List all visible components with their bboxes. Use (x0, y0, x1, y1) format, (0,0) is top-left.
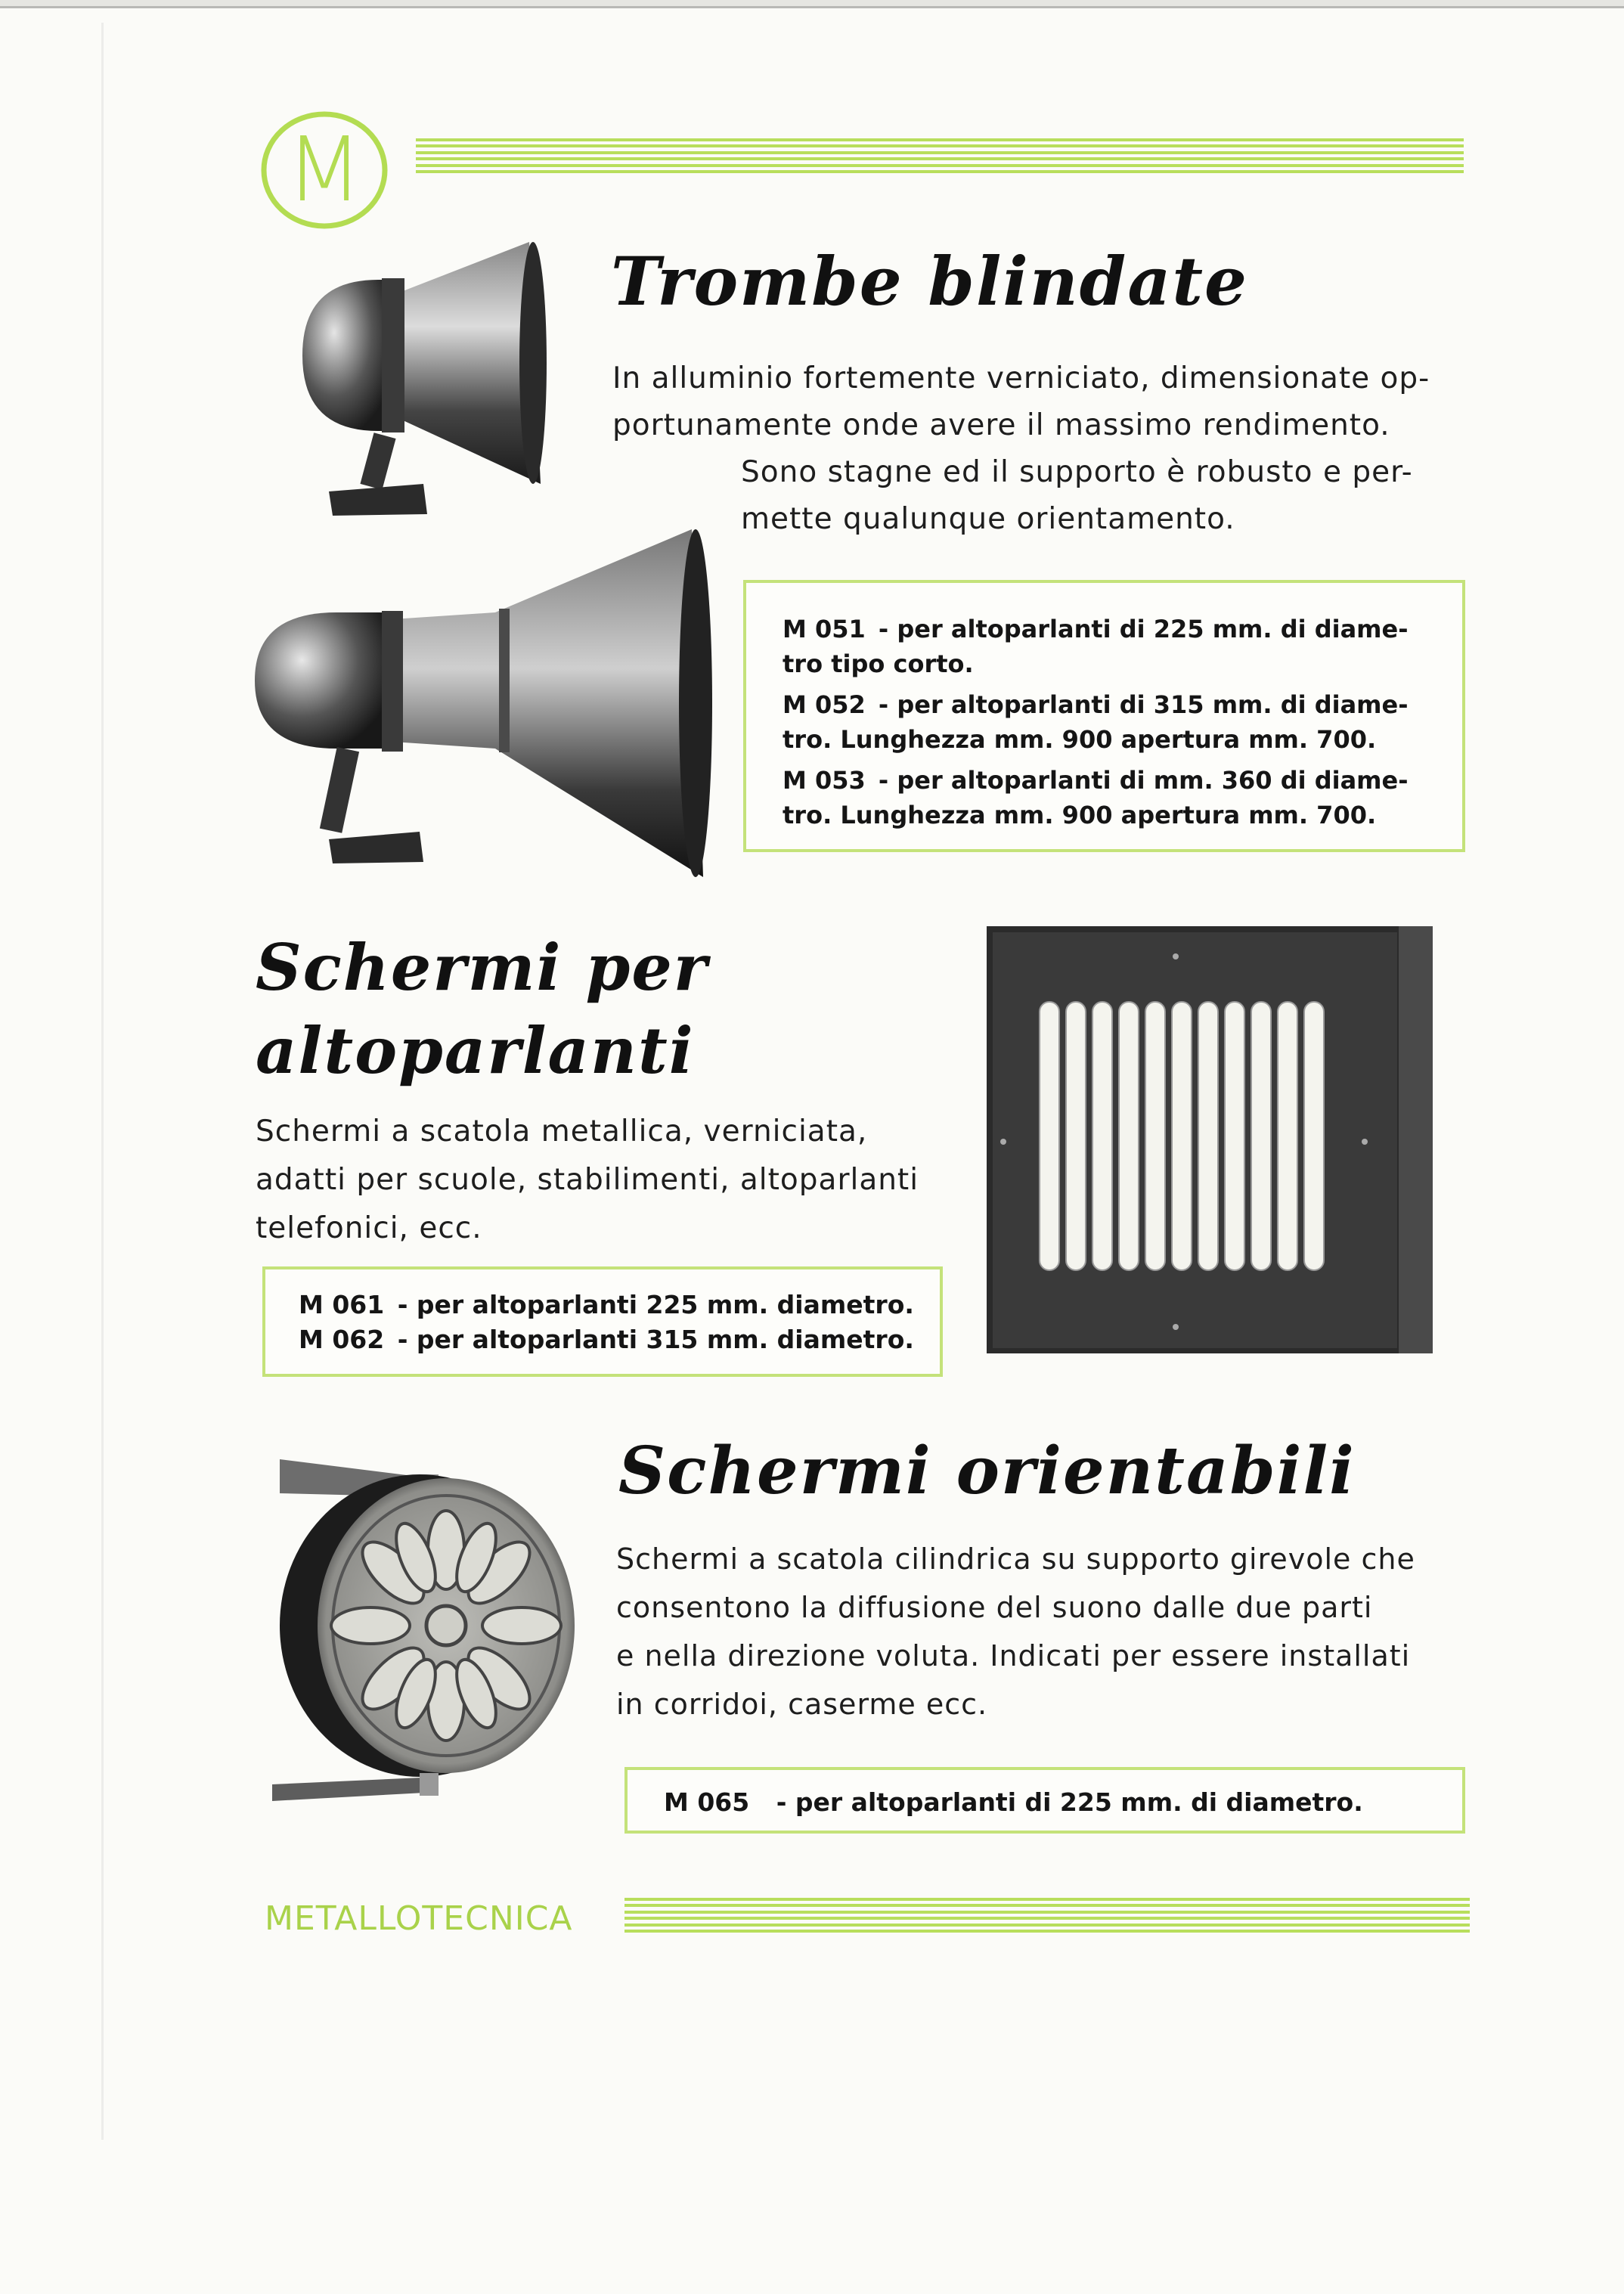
section2-title (256, 926, 708, 1093)
horn-small-image (249, 234, 552, 525)
horn-large-image (246, 522, 714, 888)
section3-title: Schermi orientabili (618, 1433, 1356, 1509)
spec-text-cont: tro. Lunghezza mm. 900 apertura mm. 700. (783, 801, 1377, 829)
spec-line (783, 687, 1462, 722)
section2-body-line: telefonici, ecc. (256, 1211, 482, 1245)
spec-code: M 062 (299, 1325, 385, 1354)
section3-body (616, 1535, 1467, 1728)
header-rule (416, 138, 1464, 173)
spec-code: M 051 (783, 615, 866, 643)
spec-line (783, 763, 1462, 798)
section1-body-line: In alluminio fortemente verniciato, dimensionate op- (612, 361, 1430, 395)
footer-brand: METALLOTECNICA (265, 1899, 573, 1938)
spec-line (299, 1322, 940, 1357)
spec-text-cont: tro tipo corto. (783, 649, 974, 678)
section3-body-line: consentono la diffusione del suono dalle due parti (616, 1591, 1373, 1624)
speaker-box-image (987, 926, 1433, 1356)
round-speaker-image (265, 1452, 597, 1818)
section2-body-line: Schermi a scatola metallica, verniciata, (256, 1114, 868, 1149)
page-top-edge (0, 0, 1624, 8)
spec-code: M 053 (783, 766, 866, 795)
section2-body-line: adatti per scuole, stabilimenti, altoparlanti (256, 1163, 919, 1197)
spec-code: M 061 (299, 1290, 385, 1319)
spec-text-cont: tro. Lunghezza mm. 900 apertura mm. 700. (783, 725, 1377, 754)
logo (260, 110, 389, 231)
section2-spec-box (262, 1266, 943, 1377)
section1-body-line: mette qualunque orientamento. (741, 502, 1235, 536)
spec-line (664, 1785, 1462, 1820)
section3-spec-box (624, 1767, 1465, 1834)
page-left-edge (101, 23, 104, 2140)
spec-text: - per altoparlanti di 225 mm. di diametro. (776, 1787, 1363, 1817)
spec-line (783, 612, 1462, 646)
spec-text: - per altoparlanti 315 mm. diametro. (397, 1325, 914, 1354)
footer-rule (624, 1898, 1470, 1933)
section2-title-line1: Schermi per (256, 930, 709, 1005)
section3-body-line: Schermi a scatola cilindrica su supporto girevole che (616, 1542, 1415, 1576)
section3-body-line: e nella direzione voluta. Indicati per essere installati (616, 1639, 1411, 1672)
spec-text: - per altoparlanti di 315 mm. di diame- (878, 690, 1409, 719)
section1-title: Trombe blindate (611, 242, 1248, 321)
spec-code: M 052 (783, 690, 866, 719)
section1-body-line: portunamente onde avere il massimo rendimento. (612, 408, 1390, 442)
section1-spec-box (743, 580, 1465, 852)
section1-body (612, 355, 1467, 543)
spec-text: - per altoparlanti 225 mm. diametro. (397, 1290, 914, 1319)
section3-body-line: in corridoi, caserme ecc. (616, 1688, 988, 1721)
section2-title-line2: altoparlanti (256, 1013, 695, 1088)
section1-body-line: Sono stagne ed il supporto è robusto e per- (741, 455, 1413, 489)
spec-line (299, 1288, 940, 1322)
section2-body (256, 1108, 951, 1253)
spec-text: - per altoparlanti di 225 mm. di diame- (878, 615, 1409, 643)
spec-text: - per altoparlanti di mm. 360 di diame- (878, 766, 1409, 795)
spec-code: M 065 (664, 1787, 750, 1817)
logo-letter: M (286, 117, 363, 222)
